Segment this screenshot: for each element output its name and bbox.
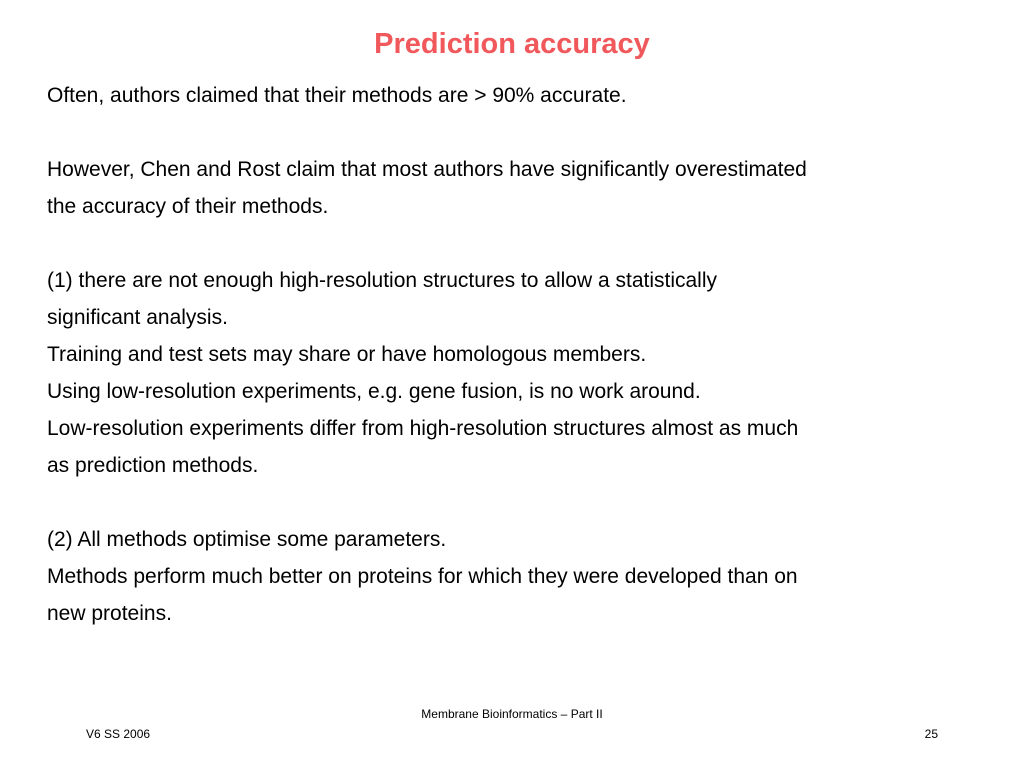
body-line: as prediction methods. (47, 454, 259, 477)
blank-line (47, 114, 1007, 151)
body-line: significant analysis. (47, 306, 228, 329)
body-line: the accuracy of their methods. (47, 195, 329, 218)
body-line: Low-resolution experiments differ from high-resolution structures almost as much (47, 417, 799, 440)
body-line: However, Chen and Rost claim that most authors have significantly overestimated (47, 158, 807, 181)
footer-semester: V6 SS 2006 (86, 727, 151, 741)
footer-page-number: 25 (924, 727, 938, 741)
body-line: Training and test sets may share or have homologous members. (47, 343, 647, 366)
body-line: new proteins. (47, 602, 172, 625)
body-line: (2) All methods optimise some parameters. (47, 528, 447, 551)
blank-line (47, 484, 1007, 521)
body-line: Often, authors claimed that their methods are > 90% accurate. (47, 84, 627, 107)
footer-course: Membrane Bioinformatics – Part II (421, 707, 603, 721)
slide-title: Prediction accuracy (374, 28, 650, 60)
slide-body (47, 77, 1007, 632)
body-line: Using low-resolution experiments, e.g. gene fusion, is no work around. (47, 380, 701, 403)
body-line: (1) there are not enough high-resolution structures to allow a statistically (47, 269, 718, 292)
body-line: Methods perform much better on proteins for which they were developed than on (47, 565, 798, 588)
blank-line (47, 225, 1007, 262)
